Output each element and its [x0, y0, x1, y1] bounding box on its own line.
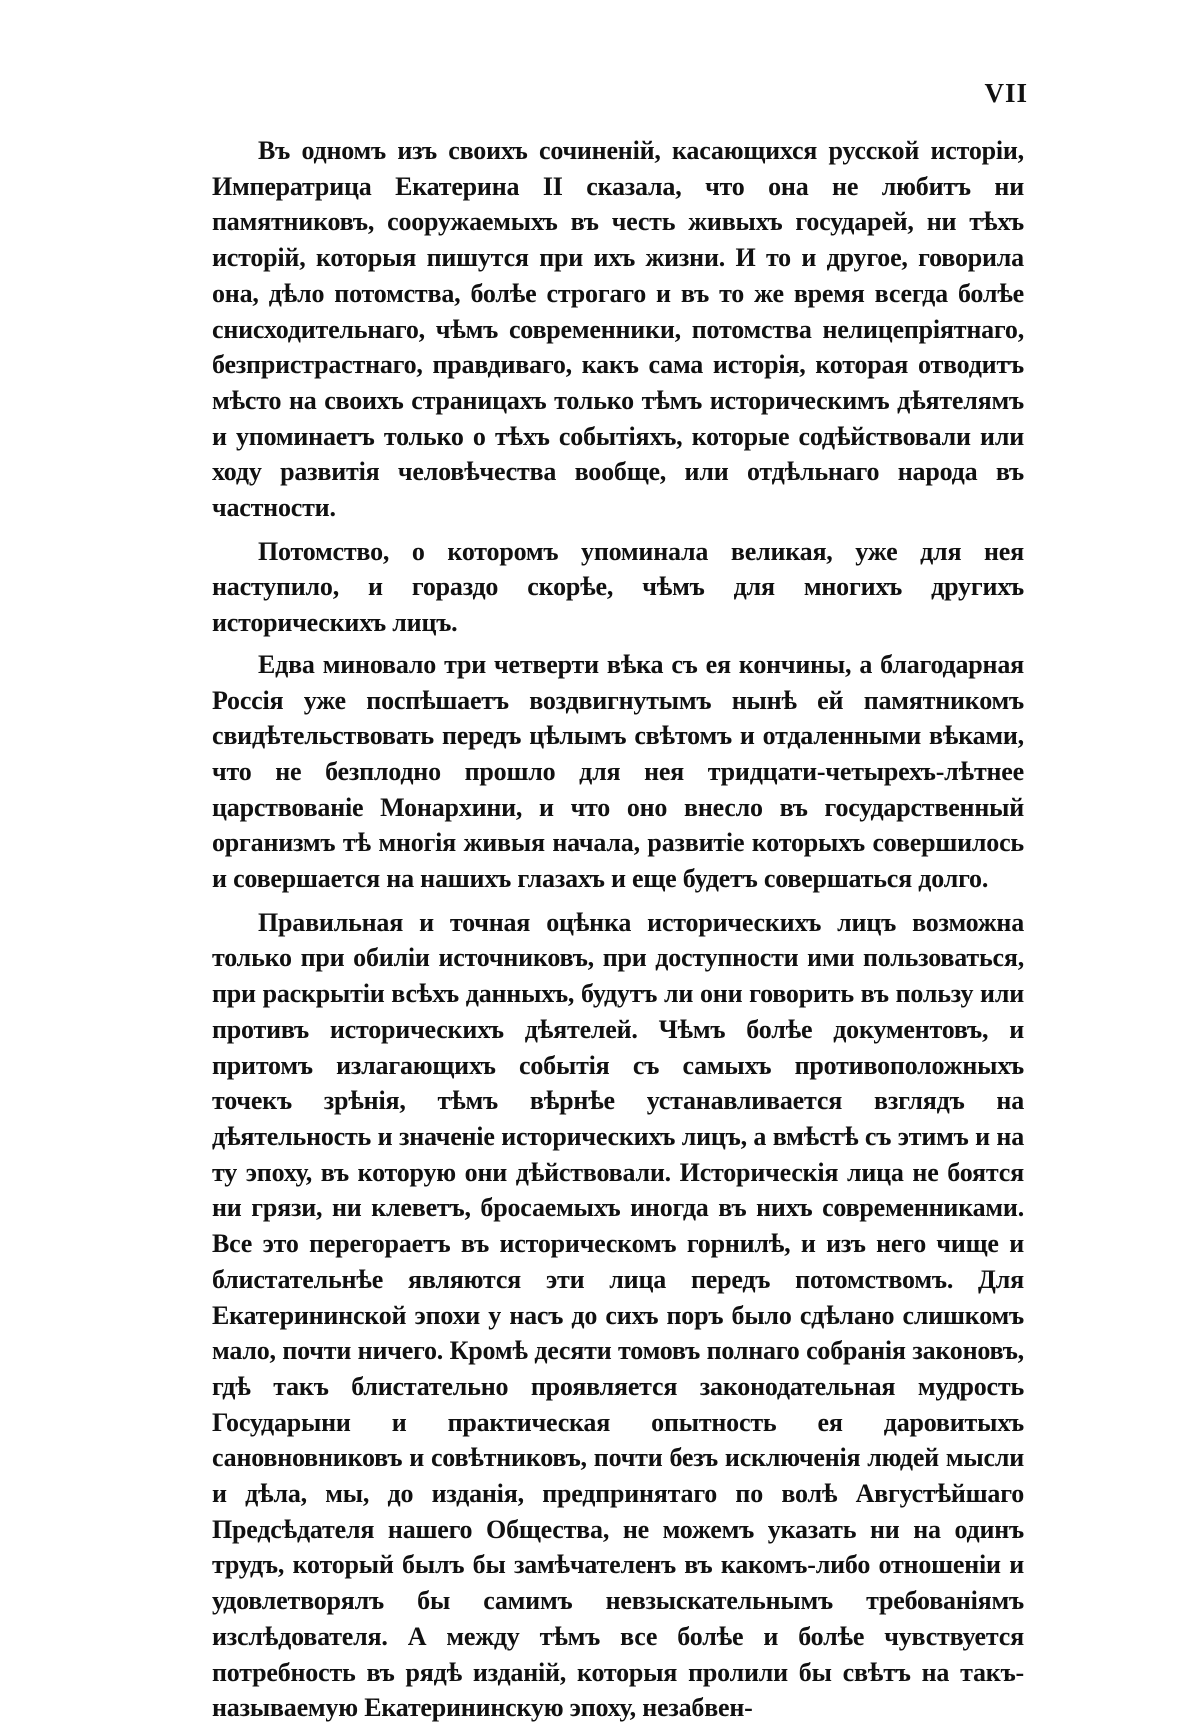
paragraph-2: Потомство, о которомъ упоминала великая, уже для нея наступило, и гораздо скорѣе, чѣмъ для многихъ другихъ историческихъ лицъ. [212, 536, 1024, 638]
paragraph-1: Въ одномъ изъ своихъ сочиненій, касающихся русской исторіи, Императрица Екатерина II сказала, что она не любитъ ни памятниковъ, сооружаемыхъ въ честь живыхъ государей, ни тѣхъ исторій, которыя пишутся при ихъ жизни. И то и другое, говорила она, дѣло потомства, болѣе строгаго и въ то же время всегда болѣе снисходительнаго, чѣмъ современники, потомства нелицепріятнаго, безпристрастнаго, правдиваго, какъ сама исторія, которая отводитъ мѣсто на своихъ страницахъ только тѣмъ историческимъ дѣятелямъ и упоминаетъ только о тѣхъ событіяхъ, которые содѣйствовали или ходу развитія человѣчества вообще, или отдѣльнаго народа въ частности. [212, 136, 1024, 523]
body-text [212, 133, 1024, 1734]
paragraph-4: Правильная и точная оцѣнка историческихъ лицъ возможна только при обиліи источниковъ, при доступности ими пользоваться, при раскрытіи всѣхъ данныхъ, будутъ ли они говорить въ пользу или противъ историческихъ дѣятелей. Чѣмъ болѣе документовъ, и притомъ излагающихъ событія съ самыхъ противоположныхъ точекъ зрѣнія, тѣмъ вѣрнѣе устанавливается взглядъ на дѣятельность и значеніе историческихъ лицъ, а вмѣстѣ съ этимъ и на ту эпоху, въ которую они дѣйствовали. Историческія лица не боятся ни грязи, ни клеветъ, бросаемыхъ иногда въ нихъ современниками. Все это перегораетъ въ историческомъ горнилѣ, и изъ него чище и блистательнѣе являются эти лица передъ потомствомъ. Для Екатерининской эпохи у насъ до сихъ поръ было сдѣлано слишкомъ мало, почти ничего. Кромѣ десяти томовъ полнаго собранія законовъ, гдѣ такъ блистательно проявляется законодательная мудрость Государыни и практическая опытность ея даровитыхъ сановновниковъ и совѣтниковъ, почти безъ исключенія людей мысли и дѣла, мы, до изданія, предпринятаго по волѣ Августѣйшаго Предсѣдателя нашего Общества, не можемъ указать ни на одинъ трудъ, который былъ бы замѣчателенъ въ какомъ-либо отношеніи и удовлетворялъ бы самимъ невзыскательнымъ требованіямъ изслѣдователя. А между тѣмъ все болѣе и болѣе чувствуется потребность въ рядѣ изданій, которыя пролили бы свѣтъ на такъ-называемую Екатерининскую эпоху, незабвен- [212, 907, 1024, 1723]
page-number: VII [984, 78, 1028, 108]
paragraph-3: Едва миновало три четверти вѣка съ ея кончины, а благодарная Россія уже поспѣшаетъ воздвигнутымъ нынѣ ей памятникомъ свидѣтельствовать передъ цѣлымъ свѣтомъ и отдаленными вѣками, что не безплодно прошло для нея тридцати-четырехъ-лѣтнее царствованіе Монархини, и что оно внесло въ государственный организмъ тѣ многія живыя начала, развитіе которыхъ совершилось и совершается на нашихъ глазахъ и еще будетъ совершаться долго. [212, 649, 1024, 894]
